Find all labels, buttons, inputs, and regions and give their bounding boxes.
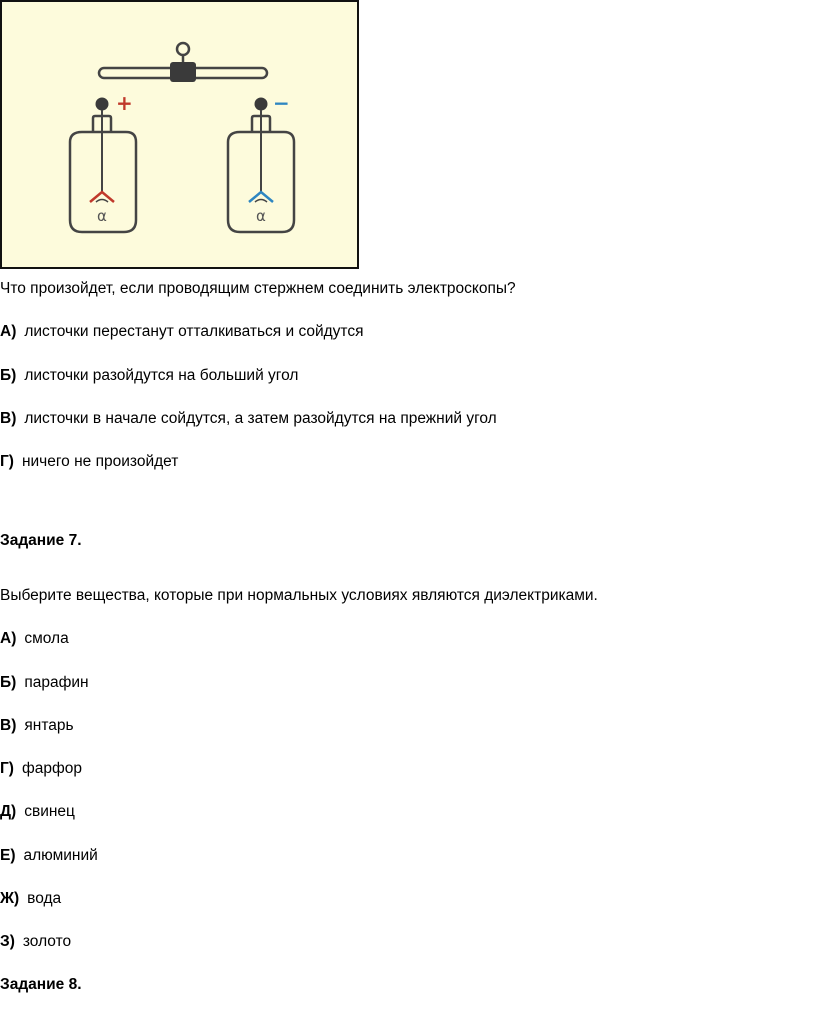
electroscopes-diagram <box>2 2 361 271</box>
option-letter: Г) <box>0 453 14 470</box>
option-text: смола <box>24 630 69 647</box>
negative-sign: − <box>273 91 290 115</box>
task6-option-c <box>0 409 497 429</box>
rod-holder <box>170 62 196 82</box>
right-electroscope-ball <box>255 98 268 111</box>
task7-option-f <box>0 846 98 866</box>
option-letter: Г) <box>0 760 14 777</box>
task7-option-a <box>0 629 69 649</box>
option-letter: А) <box>0 323 17 340</box>
option-text: фарфор <box>21 760 82 777</box>
task7-option-b <box>0 673 89 693</box>
option-letter: Б) <box>0 367 17 384</box>
task7-option-d <box>0 759 82 779</box>
task7-option-g <box>0 889 61 909</box>
option-letter: Б) <box>0 674 17 691</box>
task6-question: Что произойдет, если проводящим стержнем соединить электроскопы? <box>0 280 516 297</box>
positive-sign: + <box>116 91 133 115</box>
option-text: алюминий <box>23 847 98 864</box>
option-text: янтарь <box>24 717 74 734</box>
task6-option-b <box>0 366 298 386</box>
option-letter: Ж) <box>0 890 20 907</box>
task6-option-d <box>0 452 178 472</box>
option-text: вода <box>27 890 62 907</box>
option-text: золото <box>22 933 72 950</box>
option-letter: В) <box>0 717 17 734</box>
option-letter: З) <box>0 933 15 950</box>
task7-heading: Задание 7. <box>0 532 82 549</box>
task7-option-c <box>0 716 74 736</box>
option-letter: А) <box>0 630 17 647</box>
task6-option-a <box>0 322 364 342</box>
task7-question: Выберите вещества, которые при нормальных условиях являются диэлектриками. <box>0 587 598 604</box>
option-letter: Е) <box>0 847 16 864</box>
left-leaves <box>90 192 114 202</box>
electroscopes-figure <box>0 0 359 269</box>
option-text: парафин <box>24 674 89 691</box>
task7-option-h <box>0 932 71 952</box>
left-electroscope-ball <box>96 98 109 111</box>
option-text: листочки разойдутся на больший угол <box>24 367 299 384</box>
task8-heading: Задание 8. <box>0 976 82 993</box>
option-text: листочки перестанут отталкиваться и сойдутся <box>24 323 364 340</box>
task7-option-e <box>0 802 75 822</box>
left-angle-label: α <box>97 207 107 225</box>
right-leaves <box>249 192 273 202</box>
option-text: свинец <box>24 803 75 820</box>
option-letter: Д) <box>0 803 17 820</box>
right-angle-label: α <box>256 207 266 225</box>
option-letter: В) <box>0 410 17 427</box>
holder-ring <box>177 43 189 55</box>
option-text: ничего не произойдет <box>21 453 179 470</box>
option-text: листочки в начале сойдутся, а затем разойдутся на прежний угол <box>24 410 497 427</box>
